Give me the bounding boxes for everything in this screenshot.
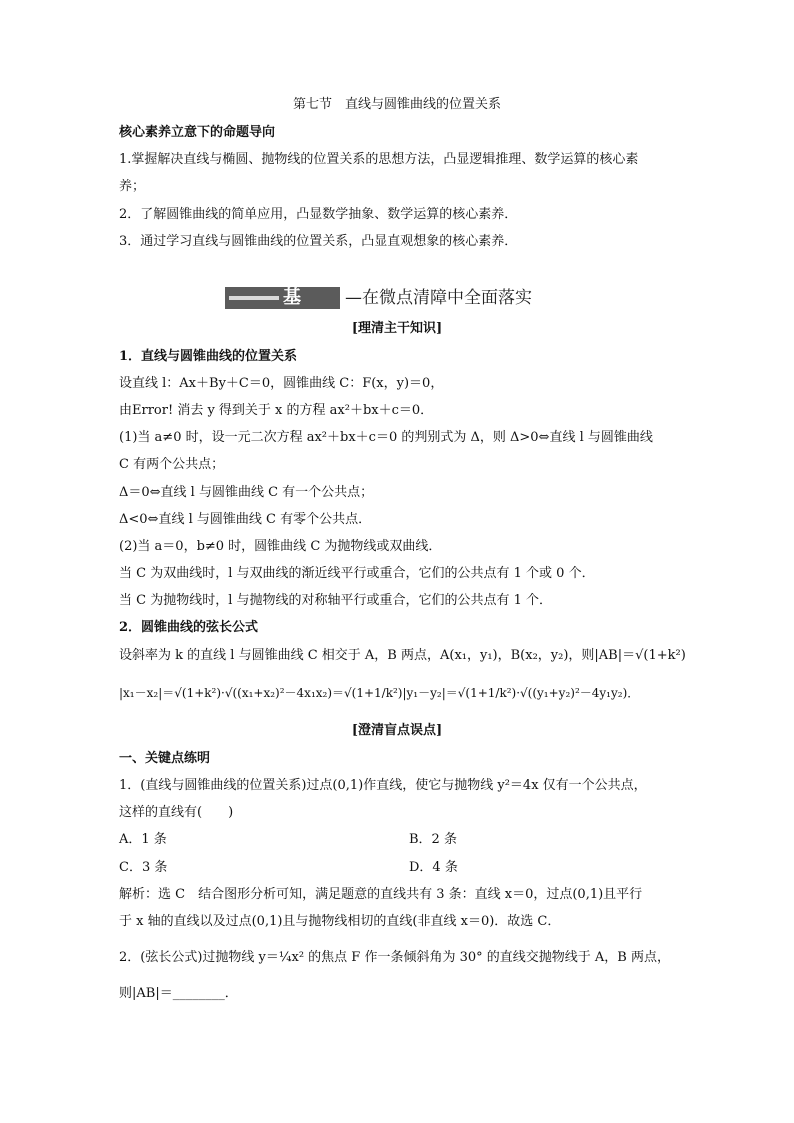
- core-item-3: 3．通过学习直线与圆锥曲线的位置关系，凸显直观想象的核心素养．: [119, 234, 518, 249]
- core-item-2: 2．了解圆锥曲线的简单应用，凸显数学抽象、数学运算的核心素养．: [119, 207, 518, 222]
- banner-stripe: [229, 296, 279, 300]
- banner-label: 基础: [283, 287, 301, 330]
- section2-title: [澄清盲点误点]: [351, 723, 443, 738]
- q1-option-d: D．4 条: [409, 860, 458, 875]
- q1-solution: 解析：选 C 结合图形分析可知，满足题意的直线共有 3 条：直线 x＝0，过点(0,1)且平行: [119, 887, 643, 902]
- s1-line: 设直线 l：Ax＋By＋C＝0，圆锥曲线 C：F(x，y)＝0，: [119, 376, 444, 391]
- s1-line: (2)当 a＝0，b≠0 时，圆锥曲线 C 为抛物线或双曲线．: [119, 539, 442, 554]
- q2-stem-cont: 则|AB|＝________．: [119, 986, 238, 1001]
- s1-line: (1)当 a≠0 时，设一元二次方程 ax²＋bx＋c＝0 的判别式为 Δ，则 Δ>0⇔直线 l 与圆锥曲线: [119, 430, 653, 445]
- q1-stem-cont: 这样的直线有( ): [119, 805, 234, 820]
- q1-option-c: C．3 条: [119, 860, 168, 875]
- s1-line: 当 C 为抛物线时，l 与抛物线的对称轴平行或重合，它们的公共点有 1 个．: [119, 593, 553, 608]
- q1-stem: 1．(直线与圆锥曲线的位置关系)过点(0,1)作直线，使它与抛物线 y²＝4x 仅有一个公共点，: [119, 778, 647, 793]
- core-item-1-cont: 养；: [119, 179, 146, 194]
- s1-heading-2: 2．圆锥曲线的弦长公式: [119, 620, 259, 635]
- core-heading: 核心素养立意下的命题导向: [119, 125, 276, 140]
- s1-line: 当 C 为双曲线时，l 与双曲线的渐近线平行或重合，它们的公共点有 1 个或 0 个．: [119, 566, 595, 581]
- page-title: 第七节 直线与圆锥曲线的位置关系: [292, 97, 501, 112]
- section1-title: [理清主干知识]: [351, 321, 443, 336]
- s1-line: 由Error! 消去 y 得到关于 x 的方程 ax²＋bx＋c＝0．: [119, 403, 434, 418]
- s1-line: C 有两个公共点；: [119, 457, 225, 472]
- q1-option-b: B．2 条: [409, 832, 457, 847]
- s2-heading: 一、关键点练明: [119, 751, 211, 766]
- s1-line: Δ＝0⇔直线 l 与圆锥曲线 C 有一个公共点；: [119, 485, 374, 500]
- q2-stem: 2．(弦长公式)过抛物线 y＝¼x² 的焦点 F 作一条倾斜角为 30° 的直线交抛物线于 A，B 两点，: [119, 950, 670, 965]
- core-item-1: 1.掌握解决直线与椭圆、抛物线的位置关系的思想方法，凸显逻辑推理、数学运算的核心素: [119, 152, 639, 167]
- s1-heading-1: 1．直线与圆锥曲线的位置关系: [119, 349, 298, 364]
- banner-tagline: —在微点清障中全面落实: [345, 288, 532, 308]
- q1-solution-cont: 于 x 轴的直线以及过点(0,1)且与抛物线相切的直线(非直线 x＝0)．故选 C．: [119, 914, 561, 929]
- s1-line: Δ<0⇔直线 l 与圆锥曲线 C 有零个公共点．: [119, 512, 372, 527]
- s1-line: 设斜率为 k 的直线 l 与圆锥曲线 C 相交于 A，B 两点，A(x₁，y₁)，B(x₂，y₂)，则|AB|＝√(1+k²): [119, 648, 686, 663]
- s1-formula: |x₁－x₂|＝√(1+k²)·√((x₁+x₂)²－4x₁x₂)＝√(1+1/k²)|y₁－y₂|＝√(1+1/k²)·√((y₁+y₂)²－4y₁y₂)．: [119, 686, 640, 700]
- q1-option-a: A．1 条: [119, 832, 167, 847]
